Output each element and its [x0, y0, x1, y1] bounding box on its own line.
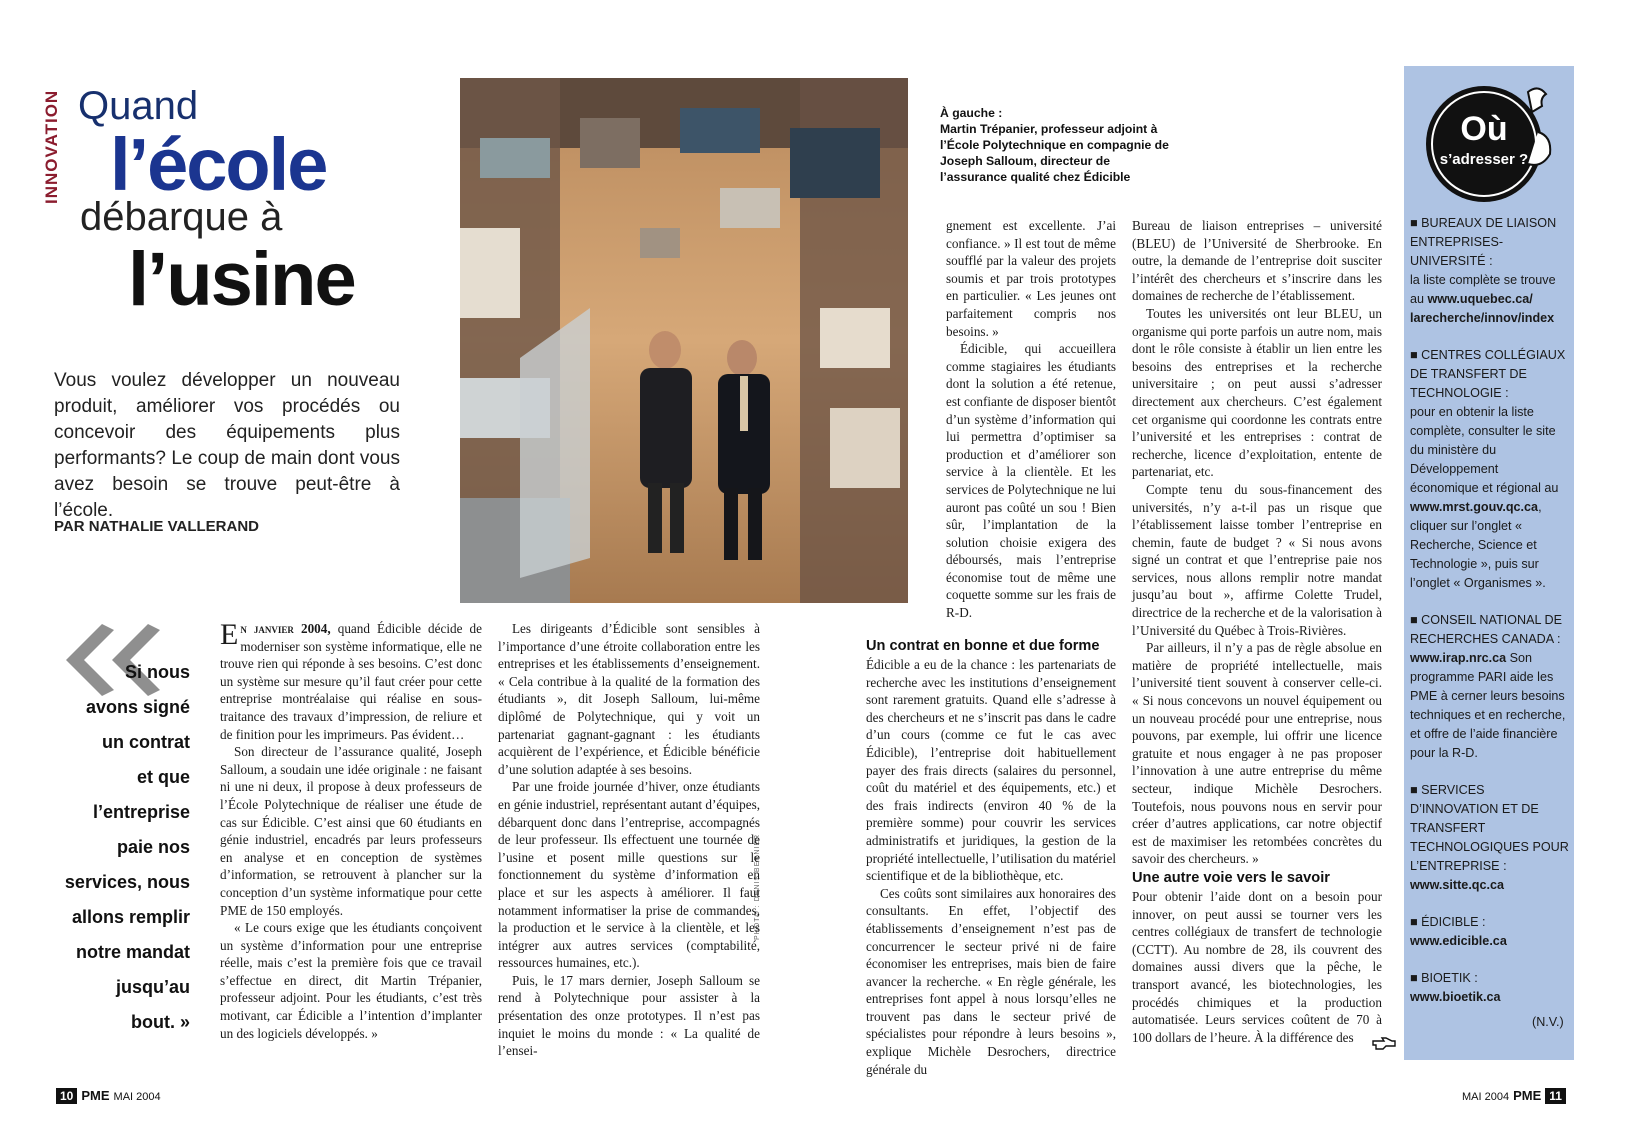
title-line-1: Quand — [78, 84, 199, 128]
paragraph: Puis, le 17 mars dernier, Joseph Salloum se rend à Polytechnique pour assister à la présentation des onze prototypes. Il n’est pas inquiet le moins du monde : « La qualité de l’ensei- — [498, 972, 760, 1059]
paragraph: Pour obtenir l’aide dont on a besoin pour innover, on peut aussi se tourner vers les centres collégiaux de transfert de technologie (CCTT). Au nombre de 28, ils couvrent des domaines aussi divers que la pêche, le transport avancé, les biotechnologies, les procédés chimiques et la production automatisée. Leurs services coûtent de 70 à 100 dollars de l’heure. À la différence des — [1132, 888, 1382, 1045]
contact-text: Son programme PARI aide les PME à cerner leurs besoins techniques et en recherche, et offre de l’aide financière pour la R-D. — [1410, 651, 1566, 760]
contact-item: ■ CONSEIL NATIONAL DE RECHERCHES CANADA : www.irap.nrc.ca Son programme PARI aide les PME à cerner leurs besoins techniques et en recherche, et offre de l’aide financière pour la R-D. — [1410, 613, 1566, 760]
caption-text: Martin Trépanier, professeur adjoint à l’École Polytechnique en compagnie de Joseph Salloum, directeur de l’assurance qualité chez Édicible — [940, 122, 1169, 184]
contact-item: ■ CENTRES COLLÉGIAUX DE TRANSFERT DE TECHNOLOGIE : pour en obtenir la liste complète, consulter le site du ministère du Développement économique et régional au www.mrst.gouv.qc.ca, cliquer sur l’onglet « Recherche, Science et Technologie », puis sur l’onglet « Organismes ». — [1410, 348, 1566, 590]
page-number-left: 10 — [56, 1088, 77, 1104]
issue-date: MAI 2004 — [113, 1091, 161, 1103]
contact-url[interactable]: www.mrst.gouv.qc.ca — [1410, 500, 1539, 514]
contact-item: ■ ÉDICIBLE : www.edicible.ca — [1410, 915, 1507, 948]
contact-heading: BUREAUX DE LIAISON ENTREPRISES-UNIVERSITÉ : — [1410, 216, 1557, 268]
magazine-name: PME — [81, 1088, 110, 1103]
contact-heading: CENTRES COLLÉGIAUX DE TRANSFERT DE TECHNOLOGIE : — [1410, 348, 1566, 400]
article-column-2 — [498, 620, 760, 1060]
contact-text: la liste complète se trouve au — [1410, 273, 1556, 306]
factory-photo — [460, 78, 908, 603]
caption-label: À gauche : — [940, 106, 1003, 120]
contacts-list — [1410, 214, 1570, 1025]
section-rubric — [38, 78, 66, 208]
article-lead: Vous voulez développer un nouveau produit, améliorer vos procédés ou concevoir des équipements plus performants? Le coup de main dont vous avez besoin se trouve peut-être à l’école. — [54, 370, 400, 521]
folio-left — [56, 1088, 161, 1104]
paragraph: Bureau de liaison entreprises – université (BLEU) de l’Université de Sherbrooke. En outre, la demande de l’entreprise doit susciter l’intérêt des chercheurs et s’inscrire dans les domaines de recherche de l’établissement. — [1132, 218, 1382, 304]
pull-quote-line: et que — [136, 767, 190, 787]
pointing-hand-icon — [1372, 1036, 1396, 1050]
paragraph: Compte tenu du sous-financement des universités, n’y a-t-il pas un risque que l’établissement laisse tomber l’entreprise en chemin, faute de budget ? « Si nous avons signé un contrat et que l’entreprise paie nos services, nous allons remplir notre mandat jusqu’au bout », affirme Colette Trudel, directrice de la recherche et de la valorisation à l’Université du Québec à Trois-Rivières. — [1132, 481, 1382, 638]
badge-main-text: Où — [1460, 110, 1508, 148]
paragraph: Édicible a eu de la chance : les partenariats de recherche avec les institutions d’enseignement sont rarement gratuits. Quand elle s’adresse à des chercheurs et ne s’inscrit pas dans le cadre d’un cours (comme ce fut le cas avec Édicible), l’entreprise doit habituellement payer des frais directs (salaires du personnel, coût du matériel et des équipements, etc.) et des frais indirects (environ 40 % de la première somme) pour couvrir les services administratifs et juridiques, la gestion de la propriété intellectuelle, l’utilisation du matériel scientifique et de la bibliothèque, etc. — [866, 657, 1116, 884]
opening-caps: n janvier 2004, — [240, 621, 331, 636]
pull-quote-line: jusqu’au — [115, 977, 190, 997]
drop-cap: E — [220, 618, 239, 651]
contact-heading: CONSEIL NATIONAL DE RECHERCHES CANADA : — [1410, 613, 1563, 646]
pull-quote-line: notre mandat — [75, 942, 190, 962]
title-line-2: l’école — [110, 123, 327, 206]
pull-quote-line: allons remplir — [71, 907, 190, 927]
article-column-3-top — [946, 217, 1116, 622]
paragraph: Les dirigeants d’Édicible sont sensibles à l’importance d’une étroite collaboration entre les entreprises et les établissements d’enseignement. « Cela contribue à la qualité de la formation des étudiants », dit Joseph Salloum, lui-même diplômé de Polytechnique, qui y voit un partenariat gagnant-gagnant : les étudiants acquièrent de l’expérience, et Édicible bénéficie d’une solution adaptée à ses besoins. — [498, 621, 760, 777]
photo-caption — [940, 105, 1180, 185]
article-column-1 — [220, 620, 482, 1042]
byline: PAR NATHALIE VALLERAND — [54, 518, 259, 535]
paragraph: Par ailleurs, il n’y a pas de règle absolue en matière de propriété intellectuelle, mais l’université tient souvent à conserver celle-ci. « Si nous concevons un nouvel équipement ou un nouveau procédé pour une entreprise, nous pouvons, par exemple, lui offrir une licence gratuite et nous engager à ne pas proposer l’innovation à une autre entreprise du même secteur, indique Michèle Desrochers. Toutefois, nous pouvons nous en servir pour créer d’autres applications, car notre objectif est de maximiser les retombées concrètes du savoir des chercheurs. » — [1132, 640, 1382, 867]
paragraph — [220, 620, 482, 743]
page-number-right: 11 — [1545, 1088, 1566, 1104]
subheading: Un contrat en bonne et due forme — [866, 638, 1100, 654]
title-line-4: l’usine — [128, 237, 355, 322]
contact-url[interactable]: www.irap.nrc.ca — [1410, 651, 1507, 665]
contact-url[interactable]: www.bioetik.ca — [1410, 990, 1501, 1004]
contact-heading: BIOETIK : — [1421, 971, 1478, 985]
pull-quote-line: un contrat — [102, 732, 190, 752]
contact-url[interactable]: www.sitte.qc.ca — [1410, 878, 1505, 892]
pull-quote-line: l’entreprise — [92, 802, 190, 822]
paragraph-text: quand Édicible décide de moderniser son système informatique, elle ne trouve rien qui réponde à ses besoins. C’est donc un système sur mesure qu’il faut créer pour cette entreprise montréalaise qui réalise en sous-traitance des travaux d’impression, de reliure et de finition pour les imprimeurs. Pas évident… — [220, 621, 482, 742]
paragraph: Son directeur de l’assurance qualité, Joseph Salloum, a soudain une idée originale : ne faisant ni une ni deux, il propose à deux professeurs de l’École Polytechnique de réaliser une étude de cas sur Édicible. C’est ainsi que 60 étudiants en génie industriel, encadrés par leurs professeurs en analyse et en conception de systèmes d’information, se retrouvent à plancher sur la conception d’un système informatique pour cette PME de 150 employés. — [220, 744, 482, 918]
contact-item: ■ BIOETIK : www.bioetik.ca — [1410, 971, 1501, 1004]
paragraph: gnement est excellente. J’ai confiance. » Il est tout de même soufflé par la valeur des projets soumis et par trois prototypes en particulier. « Les jeunes ont parfaitement compris nos besoins. » — [946, 218, 1116, 339]
photo-credit: PHOTO : DENIS BERNIER — [754, 833, 761, 940]
badge-sub-text: s’adresser ? — [1439, 151, 1529, 168]
subheading: Une autre voie vers le savoir — [1132, 869, 1330, 886]
contact-text: pour en obtenir la liste complète, consulter le site du ministère du Développement économique et régional au — [1410, 405, 1559, 495]
magazine-name: PME — [1513, 1088, 1542, 1103]
issue-date: MAI 2004 — [1462, 1091, 1510, 1103]
contact-url[interactable]: www.uquebec.ca/ larecherche/innov/index — [1410, 292, 1555, 325]
paragraph: Édicible, qui accueillera comme stagiaires les étudiants dont la solution a été retenue, est confiante de disposer bientôt d’un système d’information qui lui permettra d’optimiser sa production et d’améliorer son service à la clientèle. Et les services de Polytechnique ne lui auront pas coûté un sou ! Bien sûr, l’implantation de la solution choisie exigera des déboursés, mais l’entreprise économise tout de même une coquette somme sur les frais de R-D. — [946, 341, 1116, 621]
contact-item: ■ SERVICES D’INNOVATION ET DE TRANSFERT TECHNOLOGIQUES POUR L’ENTREPRISE : www.sitte.qc.ca — [1410, 783, 1569, 892]
paragraph: « Le cours exige que les étudiants conçoivent un système d’information pour une entreprise réelle, mais c’est la première fois que ce travail s’effectue en direct, dit Martin Trépanier, professeur adjoint. Pour les étudiants, c’est très motivant, car Édicible a l’intention d’implanter un des logiciels développés. » — [220, 920, 482, 1041]
pull-quote-line: services, nous — [64, 872, 190, 892]
pull-quote — [40, 655, 190, 1040]
paragraph: Ces coûts sont similaires aux honoraires des consultants. En effet, l’objectif des établissements d’enseignement n’est pas de concurrencer le secteur privé ni de faire économiser les entreprises, mais bien de faire avancer la recherche. « En règle générale, les entreprises font appel à nous lorsqu’elles ne trouvent pas dans le secteur privé de spécialistes pour répondre à leurs besoins », explique Michèle Desrochers, directrice générale du — [866, 885, 1116, 1077]
paragraph: Par une froide journée d’hiver, onze étudiants en génie industriel, représentant autant d’équipes, débarquent donc dans l’entreprise, accompagnés de leur professeur. Ils effectuent une tournée de l’usine et posent mille questions sur le fonctionnement du système d’information en place et sur les aspects à améliorer. Il faut notamment informatiser la prise de commandes, la production et le service à la clientèle, et les intégrer aux autres services (comptabilité, ressources humaines, etc.). — [498, 779, 760, 971]
contact-heading: SERVICES D’INNOVATION ET DE TRANSFERT TECHNOLOGIQUES POUR L’ENTREPRISE : — [1410, 783, 1569, 873]
folio-right — [1462, 1088, 1566, 1104]
pull-quote-line: bout. » — [131, 1012, 190, 1032]
where-to-go-badge — [1418, 72, 1558, 212]
contact-text: , cliquer sur l’onglet « Recherche, Science et Technologie », puis sur l’onglet « Organismes ». — [1410, 500, 1546, 590]
contact-url[interactable]: www.edicible.ca — [1410, 934, 1507, 948]
article-column-3-bottom — [866, 636, 1116, 1078]
article-column-4 — [1132, 217, 1382, 1046]
paragraph: Toutes les universités ont leur BLEU, un organisme qui porte parfois un autre nom, mais dont le rôle consiste à établir un lien entre les besoins des entreprises et la recherche universitaire ; on peut aussi s’adresser directement aux chercheurs. C’est également cet organisme qui coordonne les contrats entre l’université et les entreprises : contrat de recherche, licence d’exploitation, entente de partenariat, etc. — [1132, 305, 1382, 480]
contact-heading: ÉDICIBLE : — [1421, 915, 1486, 929]
pull-quote-line: Si nous — [124, 662, 190, 682]
title-line-3: débarque à — [80, 195, 283, 239]
contact-item: ■ BUREAUX DE LIAISON ENTREPRISES-UNIVERSITÉ : la liste complète se trouve au www.uquebec.ca/ larecherche/innov/index — [1410, 216, 1557, 325]
pull-quote-line: avons signé — [85, 697, 190, 717]
rubric-label: INNOVATION — [42, 89, 61, 204]
sidebar-signature: (N.V.) — [1532, 1015, 1564, 1029]
pull-quote-line: paie nos — [116, 837, 190, 857]
